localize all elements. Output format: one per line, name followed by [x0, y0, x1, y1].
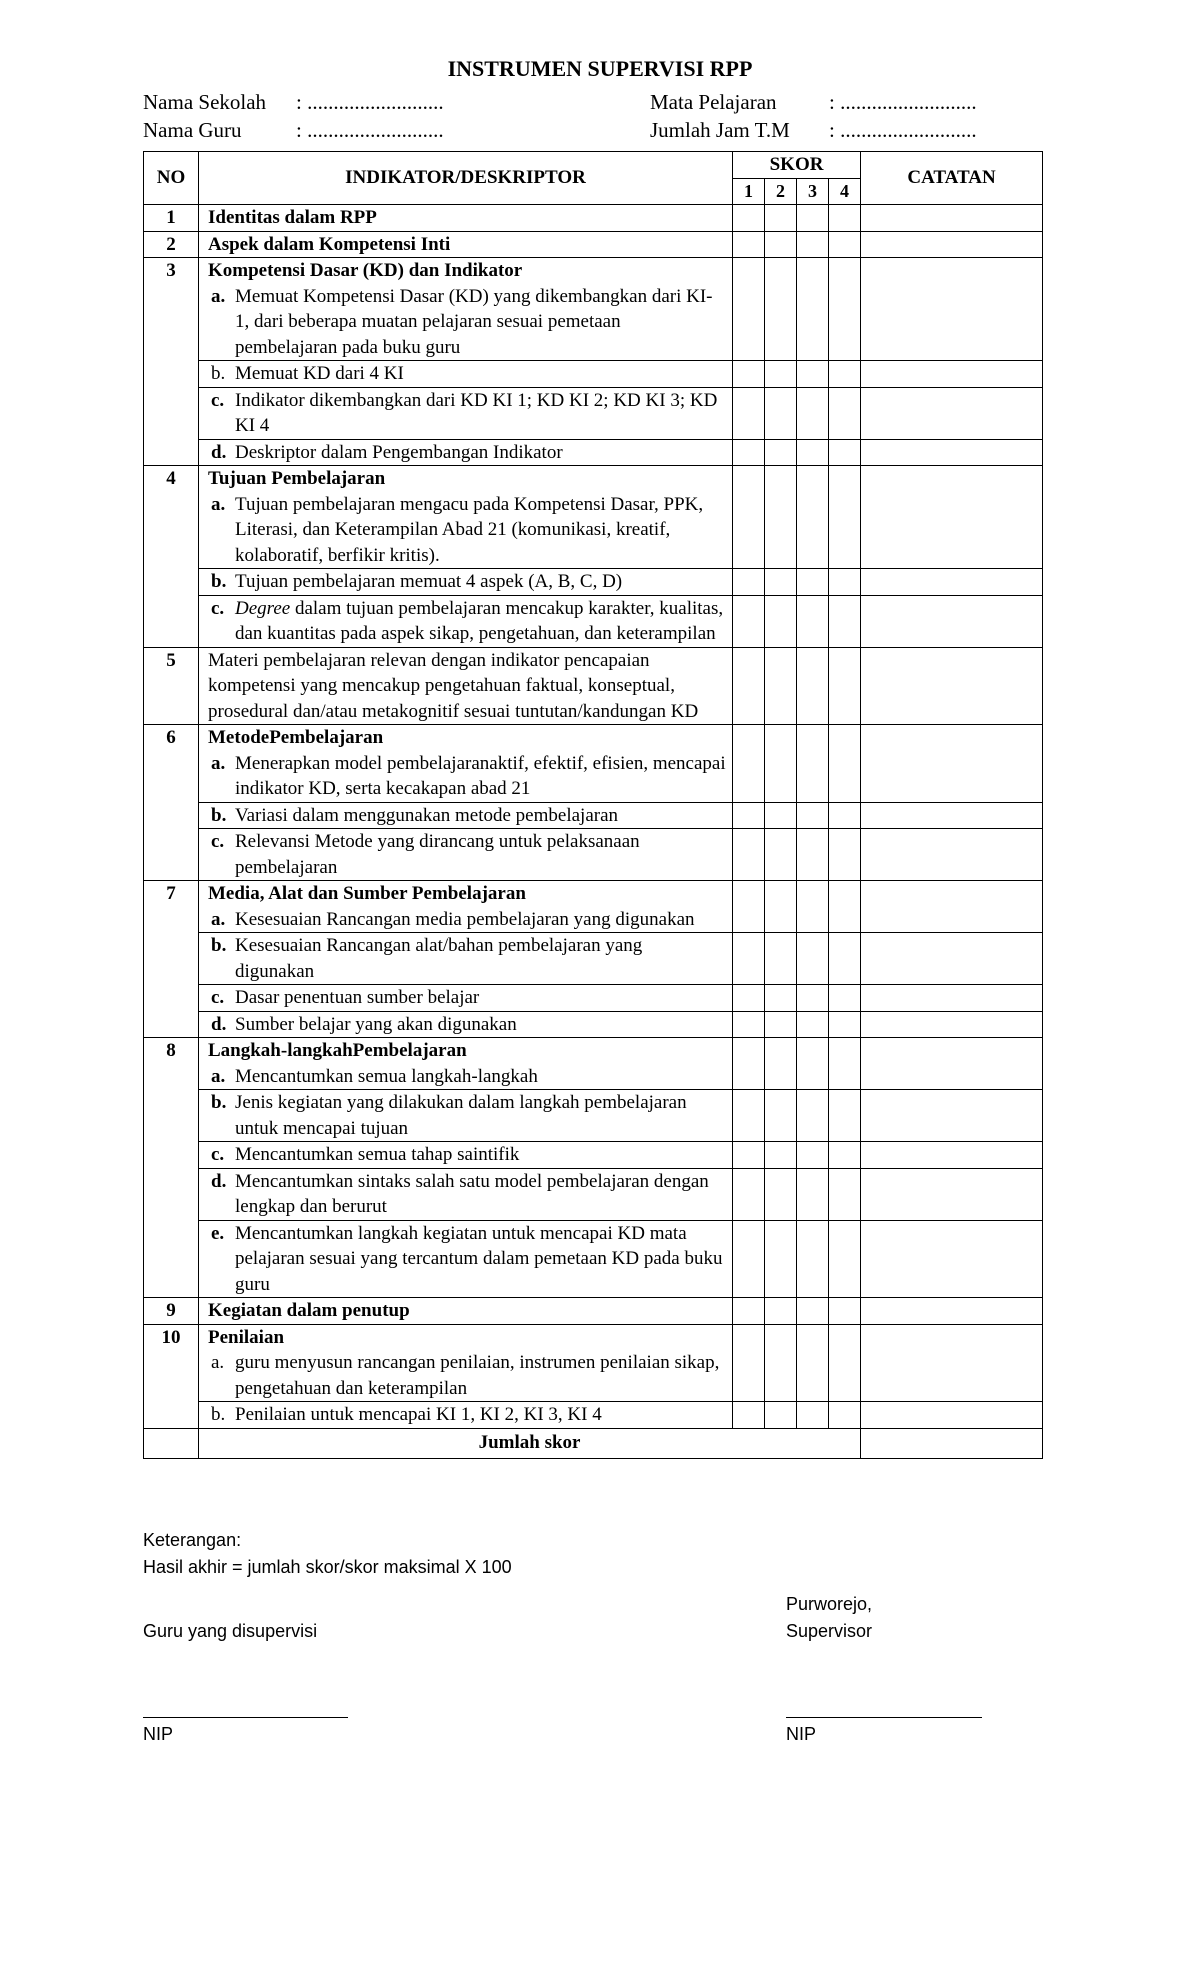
score-cell[interactable] — [797, 231, 829, 258]
item-text: Indikator dikembangkan dari KD KI 1; KD KI 2; KD KI 3; KD KI 4 — [235, 389, 718, 436]
table-row — [144, 1038, 1043, 1090]
table-row — [144, 439, 1043, 466]
score-cell[interactable] — [797, 1298, 829, 1325]
table-row — [144, 569, 1043, 596]
place-label: Purworejo, — [786, 1594, 873, 1614]
score-cell[interactable] — [733, 569, 765, 596]
score-cell[interactable] — [733, 1168, 765, 1220]
score-cell[interactable] — [797, 802, 829, 829]
score-cell[interactable] — [829, 466, 861, 569]
hours-value: : .......................... — [829, 118, 977, 142]
score-cell[interactable] — [733, 933, 765, 985]
item-text: Kesesuaian Rancangan alat/bahan pembelajaran yang digunakan — [235, 935, 643, 982]
score-cell[interactable] — [829, 1168, 861, 1220]
item-letter: d. — [211, 1013, 227, 1035]
score-cell[interactable] — [765, 881, 797, 933]
table-row — [144, 466, 1043, 569]
score-cell[interactable] — [797, 829, 829, 881]
score-cell[interactable] — [765, 933, 797, 985]
score-cell[interactable] — [829, 439, 861, 466]
score-cell[interactable] — [733, 1402, 765, 1429]
teacher-label: Nama Guru — [143, 118, 242, 142]
notes-cell[interactable] — [861, 1011, 1043, 1038]
score-cell[interactable] — [829, 1298, 861, 1325]
row-title: MetodePembelajaran — [208, 727, 384, 748]
row-number: 3 — [144, 258, 199, 466]
table-row — [144, 802, 1043, 829]
notes-cell[interactable] — [861, 933, 1043, 985]
score-cell[interactable] — [797, 985, 829, 1012]
score-cell[interactable] — [797, 881, 829, 933]
score-cell[interactable] — [765, 1168, 797, 1220]
item-text: Variasi dalam menggunakan metode pembelajaran — [235, 804, 619, 826]
item-letter: d. — [211, 441, 227, 463]
supervisor-signature-line — [786, 1717, 982, 1718]
row-title: Media, Alat dan Sumber Pembelajaran — [208, 883, 526, 904]
score-cell[interactable] — [797, 387, 829, 439]
score-cell[interactable] — [829, 595, 861, 647]
notes-cell[interactable] — [861, 595, 1043, 647]
item-text: Kesesuaian Rancangan media pembelajaran yang digunakan — [235, 908, 695, 930]
notes-cell[interactable] — [861, 725, 1043, 803]
item-letter: c. — [211, 597, 225, 619]
score-cell[interactable] — [829, 725, 861, 803]
score-cell[interactable] — [765, 1038, 797, 1090]
school-label: Nama Sekolah — [143, 90, 267, 114]
teacher-signature-line — [143, 1717, 348, 1718]
table-row — [144, 829, 1043, 881]
supervision-table — [143, 151, 1043, 1459]
score-cell[interactable] — [765, 1011, 797, 1038]
total-row — [144, 1428, 1043, 1458]
notes-cell[interactable] — [861, 1324, 1043, 1402]
score-cell[interactable] — [797, 569, 829, 596]
score-cell[interactable] — [797, 1142, 829, 1169]
item-letter: b. — [211, 935, 227, 956]
item-text: Penilaian untuk mencapai KI 1, KI 2, KI 3, KI 4 — [235, 1404, 602, 1425]
score-cell[interactable] — [765, 231, 797, 258]
score-cell[interactable] — [733, 1298, 765, 1325]
notes-cell[interactable] — [861, 1168, 1043, 1220]
teacher-value: : .......................... — [296, 118, 444, 142]
score-cell[interactable] — [765, 725, 797, 803]
item-text: guru menyusun rancangan penilaian, instrumen penilaian sikap, pengetahuan dan keterampilan — [235, 1352, 720, 1399]
notes-cell[interactable] — [861, 258, 1043, 361]
keterangan-label: Keterangan: — [143, 1530, 242, 1550]
school-value: : .......................... — [296, 90, 444, 114]
score-cell[interactable] — [829, 258, 861, 361]
table-row — [144, 1220, 1043, 1298]
table-row — [144, 1402, 1043, 1429]
table-row — [144, 725, 1043, 803]
score-cell[interactable] — [765, 1402, 797, 1429]
score-cell[interactable] — [797, 361, 829, 388]
table-row — [144, 595, 1043, 647]
score-cell[interactable] — [733, 1038, 765, 1090]
row-title: Kompetensi Dasar (KD) dan Indikator — [208, 260, 523, 281]
row-title: Identitas dalam RPP — [199, 205, 733, 232]
item-letter: a. — [211, 1065, 226, 1087]
score-cell[interactable] — [765, 1298, 797, 1325]
score-cell[interactable] — [765, 361, 797, 388]
notes-cell[interactable] — [861, 1090, 1043, 1142]
col-notes-header: CATATAN — [861, 152, 1043, 205]
subject-value: : .......................... — [829, 90, 977, 114]
score-level-4: 4 — [829, 178, 861, 205]
notes-cell[interactable] — [861, 439, 1043, 466]
score-cell[interactable] — [829, 1402, 861, 1429]
score-cell[interactable] — [829, 1142, 861, 1169]
item-text: dalam tujuan pembelajaran mencakup karakter, kualitas, dan kuantitas pada aspek sikap, pengetahuan, dan keterampilan — [235, 597, 724, 644]
score-cell[interactable] — [797, 1402, 829, 1429]
score-cell[interactable] — [797, 933, 829, 985]
score-cell[interactable] — [829, 231, 861, 258]
score-cell[interactable] — [733, 725, 765, 803]
score-cell[interactable] — [733, 439, 765, 466]
score-cell[interactable] — [765, 466, 797, 569]
item-text: Relevansi Metode yang dirancang untuk pelaksanaan pembelajaran — [235, 831, 640, 878]
row-number: 10 — [144, 1324, 199, 1428]
item-text: Memuat Kompetensi Dasar (KD) yang dikembangkan dari KI-1, dari beberapa muatan pelajaran sesuai pemetaan pembelajaran pada buku guru — [235, 285, 713, 358]
score-cell[interactable] — [733, 985, 765, 1012]
item-letter: c. — [211, 389, 225, 411]
item-text: Memuat KD dari 4 KI — [235, 363, 404, 384]
table-row — [144, 1324, 1043, 1402]
notes-cell[interactable] — [861, 1142, 1043, 1169]
score-cell[interactable] — [797, 466, 829, 569]
score-cell[interactable] — [733, 881, 765, 933]
col-indicator-header: INDIKATOR/DESKRIPTOR — [199, 152, 733, 205]
row-title: Penilaian — [208, 1326, 285, 1348]
score-cell[interactable] — [829, 1090, 861, 1142]
notes-cell[interactable] — [861, 985, 1043, 1012]
score-cell[interactable] — [797, 595, 829, 647]
score-formula: Hasil akhir = jumlah skor/skor maksimal X 100 — [143, 1557, 512, 1577]
item-text: Mencantumkan langkah kegiatan untuk mencapai KD mata pelajaran sesuai yang tercantum dalam pemetaan KD pada buku guru — [235, 1222, 723, 1295]
item-letter: b. — [211, 571, 227, 592]
table-row — [144, 647, 1043, 725]
supervisor-nip-label: NIP — [786, 1724, 817, 1744]
table-row — [144, 387, 1043, 439]
item-letter: b. — [211, 363, 226, 384]
score-cell[interactable] — [733, 258, 765, 361]
notes-cell[interactable] — [861, 802, 1043, 829]
notes-cell[interactable] — [861, 1298, 1043, 1325]
item-letter: d. — [211, 1170, 227, 1192]
score-cell[interactable] — [797, 439, 829, 466]
item-text: Deskriptor dalam Pengembangan Indikator — [235, 441, 563, 463]
score-cell[interactable] — [797, 1168, 829, 1220]
row-title: Kegiatan dalam penutup — [199, 1298, 733, 1325]
score-cell[interactable] — [829, 985, 861, 1012]
score-cell[interactable] — [733, 802, 765, 829]
score-cell[interactable] — [829, 647, 861, 725]
score-cell[interactable] — [733, 205, 765, 232]
score-cell[interactable] — [765, 985, 797, 1012]
teacher-signature-label: Guru yang disupervisi — [143, 1621, 318, 1641]
row-title: Langkah-langkahPembelajaran — [208, 1040, 467, 1061]
notes-cell[interactable] — [861, 1038, 1043, 1090]
table-row — [144, 1011, 1043, 1038]
score-cell[interactable] — [797, 205, 829, 232]
score-cell[interactable] — [733, 1011, 765, 1038]
item-text: Jenis kegiatan yang dilakukan dalam langkah pembelajaran untuk mencapai tujuan — [235, 1092, 687, 1139]
total-empty-cell — [144, 1428, 199, 1458]
table-row — [144, 985, 1043, 1012]
table-row — [144, 1142, 1043, 1169]
table-row — [144, 1298, 1043, 1325]
notes-cell[interactable] — [861, 881, 1043, 933]
score-cell[interactable] — [797, 1324, 829, 1402]
item-letter: c. — [211, 1144, 225, 1165]
score-cell[interactable] — [829, 933, 861, 985]
row-number: 6 — [144, 725, 199, 881]
item-letter: b. — [211, 804, 227, 826]
score-cell[interactable] — [765, 258, 797, 361]
score-cell[interactable] — [797, 1038, 829, 1090]
score-cell[interactable] — [765, 1220, 797, 1298]
score-cell[interactable] — [829, 881, 861, 933]
row-number: 5 — [144, 647, 199, 725]
score-cell[interactable] — [733, 361, 765, 388]
score-cell[interactable] — [733, 1220, 765, 1298]
row-title: Tujuan Pembelajaran — [208, 468, 386, 489]
item-text: Tujuan pembelajaran memuat 4 aspek (A, B, C, D) — [235, 571, 623, 592]
score-cell[interactable] — [733, 647, 765, 725]
row-number: 4 — [144, 466, 199, 648]
score-cell[interactable] — [733, 466, 765, 569]
score-cell[interactable] — [733, 1142, 765, 1169]
row-number: 9 — [144, 1298, 199, 1325]
score-cell[interactable] — [829, 1011, 861, 1038]
score-cell[interactable] — [765, 647, 797, 725]
score-cell[interactable] — [733, 595, 765, 647]
score-cell[interactable] — [829, 1324, 861, 1402]
score-level-1: 1 — [733, 178, 765, 205]
notes-cell[interactable] — [861, 1220, 1043, 1298]
total-label: Jumlah skor — [199, 1428, 861, 1458]
item-letter: b. — [211, 1404, 226, 1425]
notes-cell[interactable] — [861, 361, 1043, 388]
score-cell[interactable] — [733, 1324, 765, 1402]
score-cell[interactable] — [797, 725, 829, 803]
item-letter: a. — [211, 1352, 225, 1373]
supervisor-signature-label: Supervisor — [786, 1621, 873, 1641]
col-score-header: SKOR — [733, 152, 861, 179]
table-row — [144, 205, 1043, 232]
hours-label: Jumlah Jam T.M — [650, 118, 790, 142]
item-text: Mencantumkan semua tahap saintifik — [235, 1144, 520, 1165]
table-row — [144, 881, 1043, 933]
item-text: Mencantumkan sintaks salah satu model pembelajaran dengan lengkap dan berurut — [235, 1170, 709, 1217]
score-cell[interactable] — [765, 387, 797, 439]
score-cell[interactable] — [829, 361, 861, 388]
notes-cell[interactable] — [861, 231, 1043, 258]
score-cell[interactable] — [765, 595, 797, 647]
score-cell[interactable] — [765, 1142, 797, 1169]
score-cell[interactable] — [829, 802, 861, 829]
item-letter: a. — [211, 493, 226, 515]
score-cell[interactable] — [829, 1220, 861, 1298]
score-cell[interactable] — [765, 569, 797, 596]
score-cell[interactable] — [797, 1220, 829, 1298]
notes-cell[interactable] — [861, 387, 1043, 439]
item-text: Mencantumkan semua langkah-langkah — [235, 1065, 538, 1087]
item-text: Tujuan pembelajaran mengacu pada Kompetensi Dasar, PPK, Literasi, dan Keterampilan Abad 21 (komunikasi, kreatif, kolaboratif, berfikir kritis). — [235, 493, 704, 566]
total-notes-cell[interactable] — [861, 1428, 1043, 1458]
item-letter: b. — [211, 1092, 227, 1113]
item-letter: a. — [211, 752, 226, 774]
notes-cell[interactable] — [861, 205, 1043, 232]
score-cell[interactable] — [797, 1090, 829, 1142]
score-cell[interactable] — [797, 1011, 829, 1038]
row-number: 1 — [144, 205, 199, 232]
score-cell[interactable] — [765, 1090, 797, 1142]
notes-cell[interactable] — [861, 829, 1043, 881]
score-cell[interactable] — [765, 802, 797, 829]
table-row — [144, 258, 1043, 361]
score-cell[interactable] — [765, 205, 797, 232]
item-text: Sumber belajar yang akan digunakan — [235, 1013, 517, 1035]
document-title: INSTRUMEN SUPERVISI RPP — [447, 56, 753, 81]
score-cell[interactable] — [733, 829, 765, 881]
item-letter: c. — [211, 831, 225, 852]
score-cell[interactable] — [765, 829, 797, 881]
row-text: Materi pembelajaran relevan dengan indikator pencapaian kompetensi yang mencakup pengetahuan faktual, konseptual, prosedural dan/atau metakognitif sesuai tuntutan/kandungan KD — [199, 647, 733, 725]
score-cell[interactable] — [733, 387, 765, 439]
score-cell[interactable] — [797, 258, 829, 361]
table-row — [144, 361, 1043, 388]
item-letter: a. — [211, 285, 226, 307]
subject-label: Mata Pelajaran — [650, 90, 777, 114]
score-cell[interactable] — [733, 1090, 765, 1142]
score-cell[interactable] — [829, 1038, 861, 1090]
col-no-header: NO — [144, 152, 199, 205]
row-number: 2 — [144, 231, 199, 258]
score-cell[interactable] — [733, 231, 765, 258]
table-row — [144, 1090, 1043, 1142]
score-cell[interactable] — [765, 439, 797, 466]
row-title: Aspek dalam Kompetensi Inti — [199, 231, 733, 258]
score-cell[interactable] — [829, 569, 861, 596]
table-row — [144, 933, 1043, 985]
notes-cell[interactable] — [861, 466, 1043, 569]
row-number: 7 — [144, 881, 199, 1038]
teacher-nip-label: NIP — [143, 1724, 174, 1744]
score-cell[interactable] — [765, 1324, 797, 1402]
score-level-3: 3 — [797, 178, 829, 205]
row-number: 8 — [144, 1038, 199, 1298]
score-level-2: 2 — [765, 178, 797, 205]
notes-cell[interactable] — [861, 569, 1043, 596]
notes-cell[interactable] — [861, 1402, 1043, 1429]
item-text: Menerapkan model pembelajaranaktif, efektif, efisien, mencapai indikator KD, serta kecakapan abad 21 — [235, 752, 726, 799]
score-cell[interactable] — [797, 647, 829, 725]
score-cell[interactable] — [829, 829, 861, 881]
notes-cell[interactable] — [861, 647, 1043, 725]
item-letter: c. — [211, 987, 225, 1008]
item-letter: a. — [211, 908, 226, 930]
item-letter: e. — [211, 1222, 225, 1244]
item-italic-text: Degree — [235, 597, 291, 619]
score-cell[interactable] — [829, 387, 861, 439]
item-text: Dasar penentuan sumber belajar — [235, 987, 480, 1008]
table-row — [144, 1168, 1043, 1220]
score-cell[interactable] — [829, 205, 861, 232]
table-row — [144, 231, 1043, 258]
